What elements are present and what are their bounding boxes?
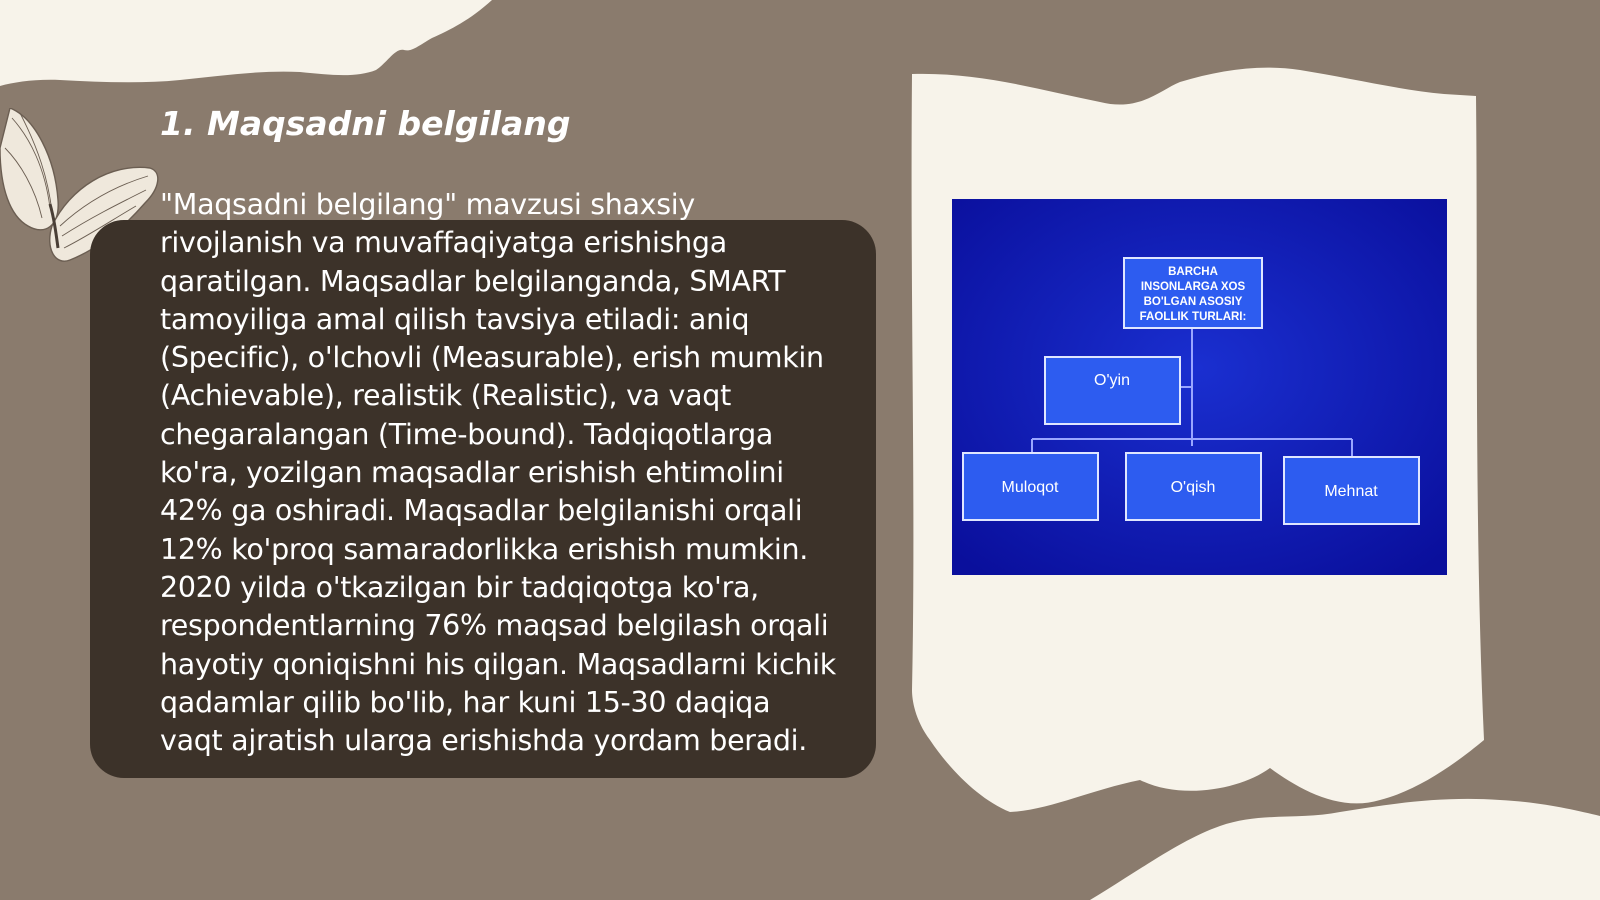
diagram-node-play [1045, 357, 1180, 424]
node-label-communication: Muloqot [1001, 479, 1059, 496]
root-label-line-1: BARCHA [1168, 266, 1218, 278]
diagram-node-communication [963, 453, 1098, 520]
diagram-node-labor [1284, 457, 1419, 524]
node-label-play: O'yin [1094, 372, 1130, 389]
slide-body-text: "Maqsadni belgilang" mavzusi shaxsiy rivojlanish va muvaffaqiyatga erishishga qaratilgan. Maqsadlar belgilanganda, SMART tamoyiliga amal qilish tavsiya etiladi: aniq (Specific), o'lchovli (Measurable), erish mumkin (Achievable), realistik (Realistic), va vaqt chegaralangan (Time-bound). Tadqiqotlarga ko'ra, yozilgan maqsadlar erishish ehtimolini 42% ga oshiradi. Maqsadlar belgilanishi orqali 12% ko'proq samaradorlikka erishish mumkin. 2020 yilda o'tkazilgan bir tadqiqotga ko'ra, respondentlarning 76% maqsad belgilash orqali hayotiy qoniqishni his qilgan. Maqsadlarni kichik qadamlar qilib bo'lib, har kuni 15-30 daqiqa vaqt ajratish ularga erishishda yordam beradi. [160, 188, 836, 758]
torn-paper-bottom-right [1090, 799, 1600, 900]
root-label-line-3: BO'LGAN ASOSIY [1143, 296, 1243, 308]
torn-paper-top-left [0, 0, 492, 86]
diagram-root-node [1124, 258, 1262, 328]
activity-types-diagram [952, 199, 1447, 575]
root-label-line-2: INSONLARGA XOS [1140, 281, 1246, 293]
diagram-node-study [1126, 453, 1261, 520]
node-label-study: O'qish [1170, 479, 1216, 496]
slide-title: 1. Maqsadni belgilang [160, 104, 571, 143]
root-label-line-4: FAOLLIK TURLARI: [1139, 311, 1247, 323]
node-label-labor: Mehnat [1324, 483, 1378, 500]
